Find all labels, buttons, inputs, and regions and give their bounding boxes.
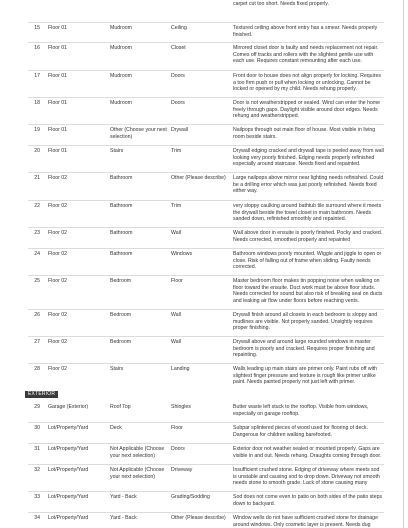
row-component: Doors: [171, 446, 185, 452]
row-room: [110, 0, 170, 1]
row-room: Stairs: [110, 148, 124, 154]
row-component: Trim: [171, 148, 182, 154]
row-divider: [28, 336, 384, 337]
row-component: Wall: [171, 312, 181, 318]
row-room: Not Applicable (Choose your next selection): [110, 446, 165, 459]
row-location: Floor 02: [48, 203, 68, 209]
row-location: Floor 01: [48, 148, 68, 154]
row-room: Other (Choose your next selection): [110, 127, 167, 140]
row-location: Floor 02: [48, 278, 68, 284]
row-divider: [28, 309, 384, 310]
row-location: Floor 01: [48, 25, 68, 31]
row-number: 22: [34, 203, 40, 209]
row-description: Exterior door not weather sealed or mounted properly. Gaps are visible in and out. Needs rehung. Draughts coming through door.: [233, 446, 382, 459]
row-room: Bathroom: [110, 203, 133, 209]
row-number: 24: [34, 251, 40, 257]
row-component: Other (Please describe): [171, 515, 226, 521]
table-row: [28, 425, 384, 444]
row-description: Textured ceiling above front entry has a smear. Needs properly finished.: [233, 25, 378, 38]
table-row: [28, 127, 384, 146]
row-location: Floor 01: [48, 127, 68, 133]
row-description: Drywall edging cracked and drywall tape is peeled away from wall looking very poorly finished. Edging needs properly refinished especially around staircase. Needs fixed and repainted.: [233, 148, 384, 168]
table-row: [28, 73, 384, 98]
row-divider: [28, 464, 384, 465]
row-component: Doors: [171, 100, 185, 106]
row-number: 26: [34, 312, 40, 318]
table-row: [28, 467, 384, 492]
row-component: [171, 0, 231, 1]
row-description: carpet cut too short. Needs fixed properly.: [233, 0, 329, 7]
row-room: Bedroom: [110, 339, 132, 345]
row-location: Lot/Property/Yard: [48, 446, 89, 452]
row-location: Floor 01: [48, 100, 68, 106]
row-component: Grading/Sodding: [171, 494, 210, 500]
table-row: [28, 494, 384, 513]
row-number: 28: [34, 366, 40, 372]
row-number: 19: [34, 127, 40, 133]
row-number: 15: [34, 25, 40, 31]
row-number: 31: [34, 446, 40, 452]
table-row: [28, 312, 384, 337]
row-divider: [28, 248, 384, 249]
row-room: Yard - Back: [110, 515, 137, 521]
section-label-exterior: EXTERIOR: [25, 391, 58, 398]
row-divider: [28, 422, 384, 423]
row-divider: [28, 70, 384, 71]
row-number: 27: [34, 339, 40, 345]
row-component: Shingles: [171, 404, 191, 410]
table-row: [28, 339, 384, 364]
row-location: Floor 02: [48, 175, 68, 181]
row-number: [28, 0, 40, 1]
row-component: Wall: [171, 230, 181, 236]
row-room: Mudroom: [110, 25, 132, 31]
row-description: Master bedroom floor makes tin popping noise when walking on floor toward the ensuite. Duct work must be above floor studs. Needs corrected for sound but also risk of breaking seal on ducts and leaking air flow under floors before reaching vents.: [233, 278, 383, 304]
row-description: Drywall above and around large rounded windows in master bedroom is poorly and cracked. Requires proper finishing and repainting.: [233, 339, 375, 359]
row-divider: [28, 275, 384, 276]
row-number: 17: [34, 73, 40, 79]
row-location: Floor 01: [48, 45, 68, 51]
row-component: Doors: [171, 73, 185, 79]
row-component: Ceiling: [171, 25, 187, 31]
row-description: Large nailpops above mirror near lighting needs refinished. Could be a drilling error which was just poorly refinished. Needs fixed either way.: [233, 175, 384, 195]
row-divider: [28, 145, 384, 146]
row-description: Nailpops through out main floor of house. Most visible in living room beside stairs.: [233, 127, 376, 140]
row-description: Wall above door in ensuite is poorly finished. Pocky and cracked. Needs corrected, smoothed properly and repainted: [233, 230, 383, 243]
table-row: [28, 175, 384, 201]
row-number: 34: [34, 515, 40, 521]
row-divider: [28, 363, 384, 364]
row-location: Floor 02: [48, 251, 68, 257]
row-description: Subpar splintered pieces of wood used for flooring of deck. Dangerous for children walking barefooted.: [233, 425, 368, 438]
table-row: [28, 100, 384, 125]
row-divider: [28, 97, 384, 98]
row-description: Mirrored closet door is faulty and needs replacement not repair. Comes off tracks and rollers with the slightest gentle use with each use. Requires constant remounting after each use.: [233, 45, 379, 65]
row-location: Garage (Exterior): [48, 404, 89, 410]
row-component: Wall: [171, 339, 181, 345]
row-component: Drywall: [171, 127, 189, 133]
table-row: [28, 0, 384, 23]
row-location: [48, 0, 104, 1]
row-number: 33: [34, 494, 40, 500]
row-component: Windows: [171, 251, 193, 257]
row-description: Window wells do not have sufficient crushed stone for drainage around windows. Only cosmetic layer is present. Needs dug: [233, 515, 378, 528]
row-room: Bedroom: [110, 278, 132, 284]
table-row: [28, 278, 384, 310]
row-location: Floor 02: [48, 366, 68, 372]
table-row: [28, 45, 384, 71]
row-room: Not Applicable (Choose your next selection): [110, 467, 165, 480]
row-divider: [28, 42, 384, 43]
row-number: 29: [34, 404, 40, 410]
row-description: Bathroom windows poorly mounted. Wiggle and jiggle to open or close. Risk of falling out of frame when sliding. Faulty needs corrected.: [233, 251, 382, 271]
row-component: Floor: [171, 425, 183, 431]
row-divider: [28, 22, 384, 23]
row-room: Bathroom: [110, 251, 133, 257]
row-location: Lot/Property/Yard: [48, 494, 89, 500]
table-row: [28, 251, 384, 276]
row-number: 25: [34, 278, 40, 284]
row-divider: [28, 512, 384, 513]
row-description: Insufficient crushed stone. Edging of driveway where meets sod is unstable and causing sod to drop down. Driveway not smooth needs stone to smooth grade. Lack of stone causing many: [233, 467, 380, 487]
table-row: [28, 515, 384, 527]
row-description: Front door to house does not align properly for locking. Requires a too firm push or pull when locking or unlocking. Cannot be locked or opened by my child. Needs rehung properly.: [233, 73, 381, 93]
row-number: 30: [34, 425, 40, 431]
row-location: Lot/Property/Yard: [48, 467, 89, 473]
table-row: [28, 404, 384, 423]
row-divider: [28, 227, 384, 228]
row-divider: [28, 200, 384, 201]
row-room: Roof Top: [110, 404, 131, 410]
row-location: Floor 02: [48, 339, 68, 345]
row-component: Trim: [171, 203, 182, 209]
row-number: 23: [34, 230, 40, 236]
row-room: Bathroom: [110, 175, 133, 181]
row-room: Deck: [110, 425, 122, 431]
table-row: [28, 446, 384, 465]
row-location: Lot/Property/Yard: [48, 515, 89, 521]
table-row: [28, 366, 384, 388]
row-room: Bathroom: [110, 230, 133, 236]
row-description: Sod does not come even to patio on both sides of the patio steps down to backyard.: [233, 494, 383, 507]
row-room: Mudroom: [110, 73, 132, 79]
row-component: Other (Please describe): [171, 175, 226, 181]
row-description: Door is not weatherstripped or sealed. Wind can enter the home freely through gaps. Daylight visible around door edges. Needs rehung and weatherstripped.: [233, 100, 381, 120]
row-room: Mudroom: [110, 45, 132, 51]
row-number: 21: [34, 175, 40, 181]
row-room: Bedroom: [110, 312, 132, 318]
row-number: 18: [34, 100, 40, 106]
row-location: Floor 01: [48, 73, 68, 79]
row-divider: [28, 124, 384, 125]
row-description: very sloppy caulking around bathtub tile surround where it meets the drywall beside the towel closet in main bathroom. Needs sanded down, refinished smoothly and repainted.: [233, 203, 382, 223]
row-description: Drywall finish around all closets in each bedroom is sloppy and mudlines are visible. Not properly sanded. Unsightly requires proper finishing.: [233, 312, 378, 332]
row-location: Lot/Property/Yard: [48, 425, 89, 431]
page-edge: [403, 0, 404, 528]
row-divider: [28, 172, 384, 173]
table-row: [28, 203, 384, 228]
row-component: Floor: [171, 278, 183, 284]
row-component: Driveway: [171, 467, 193, 473]
row-divider: [28, 491, 384, 492]
row-description: Butter waste left stuck to the rooftop. Visible from windows, especially on garage rooftop.: [233, 404, 369, 417]
row-room: Yard - Back: [110, 494, 137, 500]
table-row: [28, 148, 384, 173]
row-number: 32: [34, 467, 40, 473]
table-row: [28, 230, 384, 249]
row-divider: [28, 443, 384, 444]
row-location: Floor 02: [48, 230, 68, 236]
row-number: 20: [34, 148, 40, 154]
row-component: Closet: [171, 45, 186, 51]
row-room: Mudroom: [110, 100, 132, 106]
row-number: 16: [34, 45, 40, 51]
row-component: Landing: [171, 366, 190, 372]
table-row: [28, 25, 384, 43]
row-location: Floor 02: [48, 312, 68, 318]
row-description: Walls leading up main stairs are primer only. Paint rubs off with slightest finger pressure and texture is rough like primer unlike paint. Needs painted properly not just left with primer.: [233, 366, 378, 386]
row-room: Stairs: [110, 366, 124, 372]
